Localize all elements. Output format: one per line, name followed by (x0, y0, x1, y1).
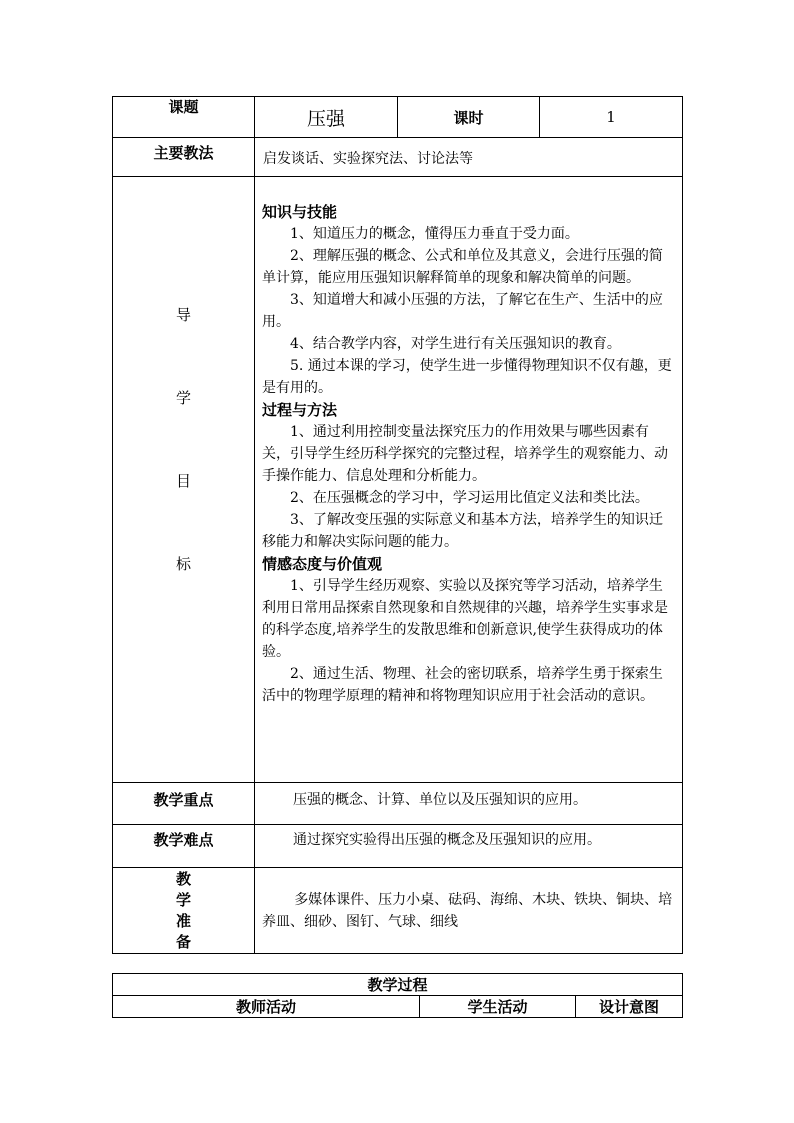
objectives-row (113, 177, 683, 783)
methods-label: 主要教法 (113, 138, 255, 177)
preparation-char-2: 学 (175, 891, 191, 909)
knowledge-item: 4、结合教学内容，对学生进行有关压强知识的教育。 (290, 336, 621, 352)
objectives-content (255, 177, 683, 783)
student-activity-header: 学生活动 (420, 996, 576, 1018)
knowledge-item: 1、知道压力的概念，懂得压力垂直于受力面。 (290, 226, 579, 242)
objectives-label (113, 177, 255, 783)
topic-label: 课题 (113, 97, 255, 138)
key-points-row (113, 783, 683, 825)
preparation-value: 多媒体课件、压力小桌、砝码、海绵、木块、铁块、铜块、培养皿、细砂、图钉、气球、细线 (262, 892, 673, 930)
knowledge-item: 5. 通过本课的学习，使学生进一步懂得物理知识不仅有趣，更是有用的。 (262, 358, 672, 396)
preparation-char-1: 教 (175, 870, 191, 888)
period-label: 课时 (398, 97, 540, 138)
knowledge-item: 3、知道增大和减小压强的方法，了解它在生产、生活中的应用。 (262, 292, 663, 330)
section-title-attitude: 情感态度与价值观 (262, 555, 383, 573)
difficulties-label: 教学难点 (113, 825, 255, 868)
section-title-process: 过程与方法 (262, 401, 338, 419)
header-row (113, 97, 683, 138)
methods-row (113, 138, 683, 177)
process-item: 2、在压强概念的学习中，学习运用比值定义法和类比法。 (290, 490, 649, 506)
methods-value: 启发谈话、实验探究法、讨论法等 (255, 138, 683, 177)
process-item: 1、通过利用控制变量法探究压力的作用效果与哪些因素有关，引导学生经历科学探究的完整过程，培养学生的观察能力、动手操作能力、信息处理和分析能力。 (262, 424, 668, 484)
period-value: 1 (540, 97, 683, 138)
preparation-row (113, 868, 683, 954)
topic-value: 压强 (255, 97, 398, 138)
attitude-item: 2、通过生活、物理、社会的密切联系，培养学生勇于探索生活中的物理学原理的精神和将物理知识应用于社会活动的意识。 (262, 666, 663, 704)
difficulties-value: 通过探究实验得出压强的概念及压强知识的应用。 (255, 825, 683, 868)
preparation-char-4: 备 (175, 933, 191, 951)
preparation-content (255, 868, 683, 954)
key-points-value: 压强的概念、计算、单位以及压强知识的应用。 (255, 783, 683, 825)
lesson-plan-table (112, 96, 683, 954)
design-intent-header: 设计意图 (576, 996, 683, 1018)
section-title-knowledge: 知识与技能 (262, 203, 338, 221)
knowledge-item: 2、理解压强的概念、公式和单位及其意义，会进行压强的简单计算，能应用压强知识解释简单的现象和解决简单的问题。 (262, 248, 663, 286)
teacher-activity-header: 教师活动 (113, 996, 420, 1018)
difficulties-row (113, 825, 683, 868)
attitude-item: 1、引导学生经历观察、实验以及探究等学习活动，培养学生利用日常用品探索自然现象和自然规律的兴趣，培养学生实事求是的科学态度,培养学生的发散思维和创新意识,使学生获得成功的体验。 (262, 578, 668, 660)
objectives-char-1: 导 (175, 306, 191, 324)
process-columns-row (113, 996, 683, 1018)
process-item: 3、了解改变压强的实际意义和基本方法，培养学生的知识迁移能力和解决实际问题的能力。 (262, 512, 663, 550)
objectives-char-2: 学 (175, 389, 191, 407)
objectives-char-3: 目 (175, 472, 191, 490)
process-title-row (113, 974, 683, 996)
objectives-char-4: 标 (175, 555, 191, 573)
process-table (112, 973, 683, 1018)
process-title: 教学过程 (113, 974, 683, 996)
preparation-label (113, 868, 255, 954)
key-points-label: 教学重点 (113, 783, 255, 825)
preparation-char-3: 准 (175, 912, 191, 930)
